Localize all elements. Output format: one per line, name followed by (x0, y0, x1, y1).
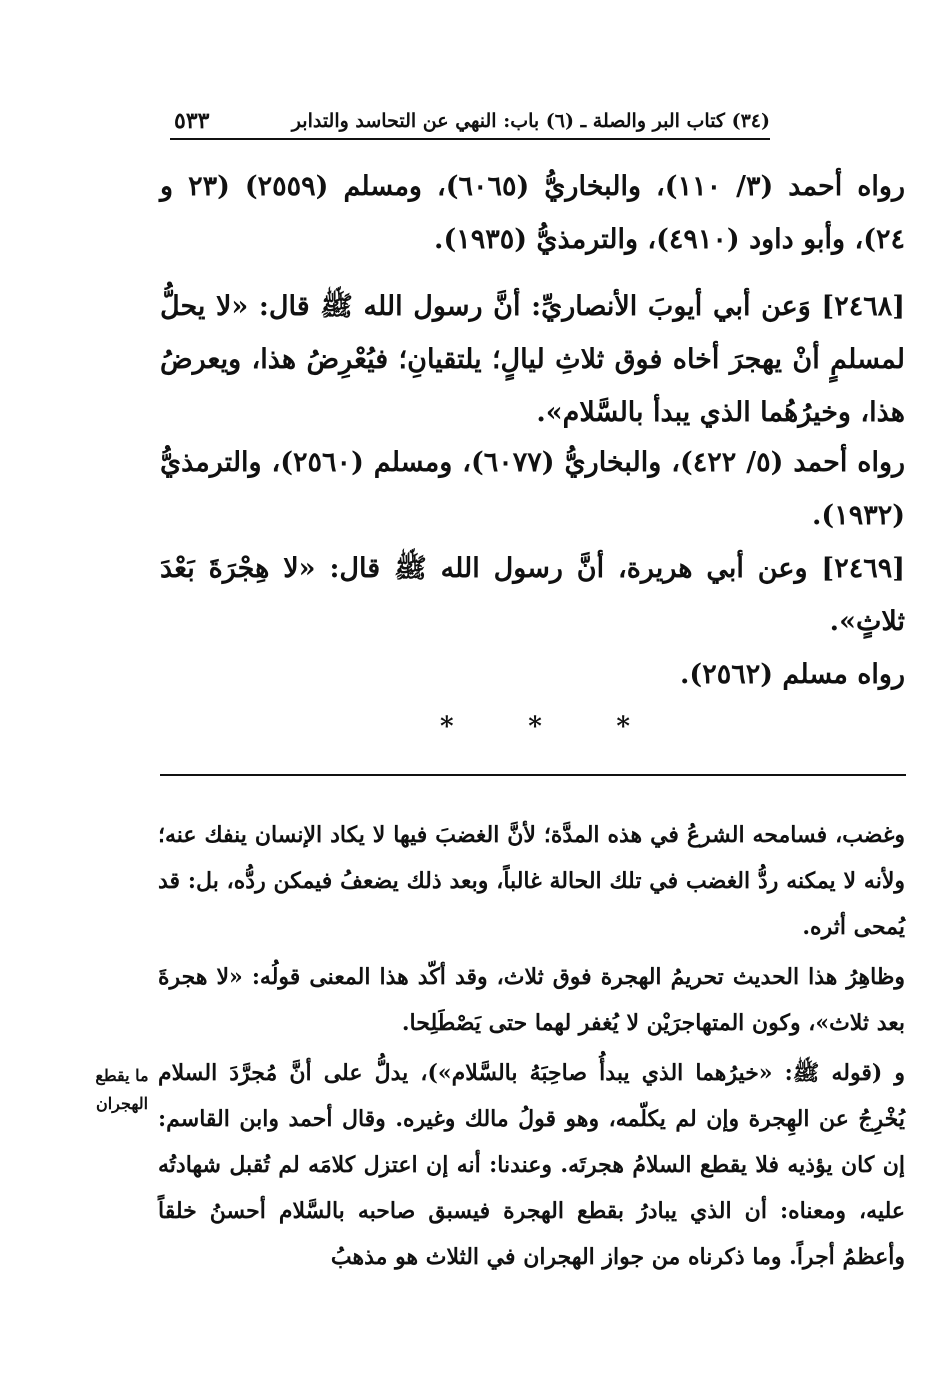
hadith-2469: [٢٤٦٩] وعن أبي هريرة، أنَّ رسول الله ﷺ قال: «لا هِجْرَةَ بَعْدَ ثلاثٍ». (160, 553, 905, 637)
hadith-2468: [٢٤٦٨] وَعن أبي أيوبَ الأنصاريِّ: أنَّ رسول الله ﷺ قال: «لا يحلُّ لمسلمٍ أنْ يهجرَ أخاه فوق ثلاثِ ليالٍ؛ يلتقيانِ؛ فيُعْرِضُ هذا، ويعرضُ هذا، وخيرُهُما الذي يبدأ بالسَّلام». (160, 291, 905, 428)
margin-heading (80, 1062, 164, 1118)
separator-star: * (440, 712, 454, 742)
separator-star: * (616, 712, 630, 742)
reference-paragraph: رواه مسلم (٢٥٦٢). (680, 659, 905, 690)
running-head: (٣٤) كتاب البر والصلة ـ (٦) باب: النهي عن التحاسد والتدابر (291, 110, 770, 132)
separator-star: * (528, 712, 542, 742)
commentary-paragraph: وظاهِرُ هذا الحديث تحريمُ الهجرة فوق ثلاث، وقد أكّد هذا المعنى قولُه: «لا هجرةَ بعد ثلاث»، وكون المتهاجرَيْن لا يُغفر لهما حتى يَصْطَلِحا. (158, 964, 905, 1036)
commentary-paragraph: و (قوله ﷺ: «خيرُهما الذي يبدأُ صاحِبَهُ بالسَّلام»)، يدلُّ على أنَّ مُجرَّدَ السلام يُخْرِجُ عن الهِجرة وإن لم يكلّمه، وهو قولُ مالك وغيره. وقال أحمد وابن القاسم: إن كان يؤذيه فلا يقطع السلامُ هجرتَه. وعندنا: أنه إن اعتزل كلامَه لم تُقبل شهادتُه عليه، ومعناه: أن الذي يبادرُ بقطع الهجرة فيسبق صاحبه بالسَّلام أحسنُ خلقاً وأعظمُ أجراً. وما ذكرناه من جواز الهجران في الثلاث هو مذهبُ (158, 1060, 905, 1270)
page-number: ٥٣٣ (174, 108, 210, 134)
commentary-paragraph: وغضب، فسامحه الشرعُ في هذه المدَّة؛ لأنَّ الغضبَ فيها لا يكاد الإنسان ينفك عنه؛ ولأنه لا يمكنه ردُّ الغضب في تلك الحالة غالباً، وبعد ذلك يضعفُ فيمكن ردُّه، بل: قد يُمحى أثره. (158, 822, 905, 940)
margin-heading-line: ما يقطع (95, 1066, 149, 1085)
reference-paragraph: رواه أحمد (٥/ ٤٢٢)، والبخاريُّ (٦٠٧٧)، ومسلم (٢٥٦٠)، والترمذيُّ (١٩٣٢). (160, 447, 906, 531)
reference-paragraph: رواه أحمد (٣/ ١١٠)، والبخاريُّ (٦٠٦٥)، ومسلم (٢٥٥٩) (٢٣ و ٢٤)، وأبو داود (٤٩١٠)، والترمذيُّ (١٩٣٥). (160, 171, 906, 255)
footnote-divider (160, 774, 906, 776)
page-header (170, 104, 770, 138)
header-rule (170, 138, 770, 140)
margin-heading-line: الهجران (95, 1094, 149, 1113)
section-separator (440, 712, 630, 742)
